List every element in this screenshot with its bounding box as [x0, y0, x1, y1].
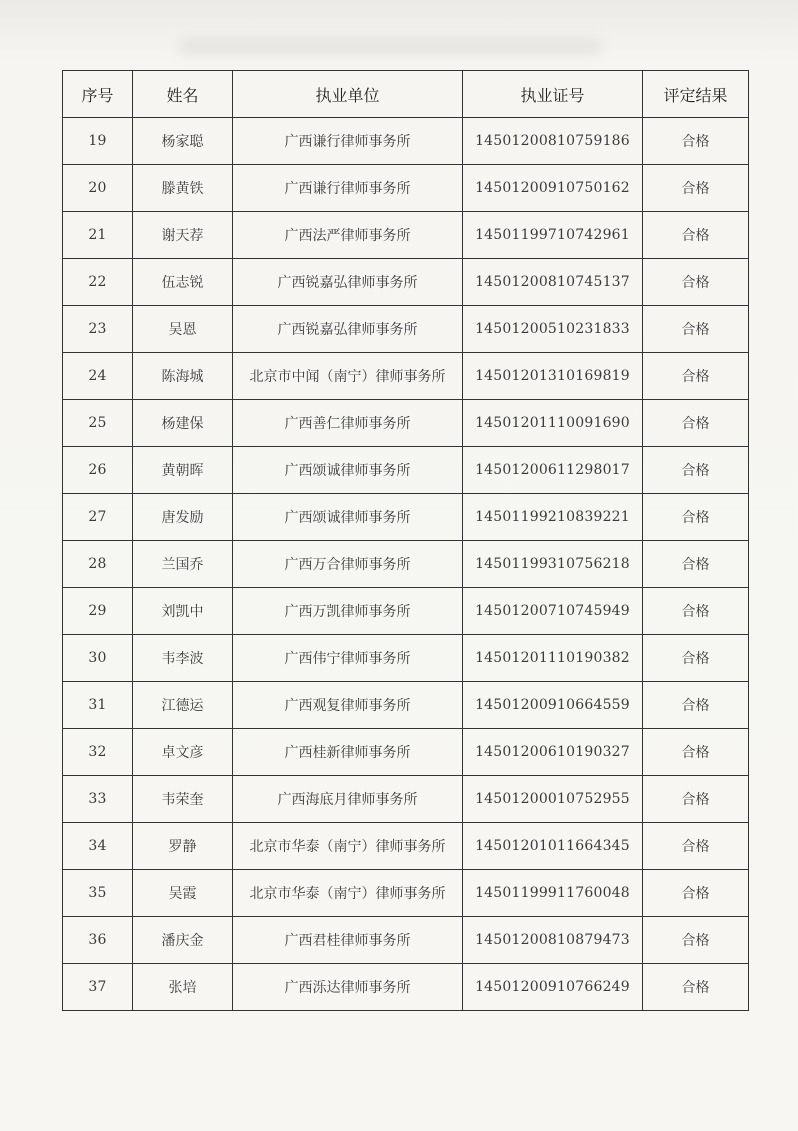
- cell-firm: 广西桂新律师事务所: [233, 729, 463, 776]
- header-name: 姓名: [133, 71, 233, 118]
- cell-no: 29: [63, 588, 133, 635]
- cell-firm: 广西谦行律师事务所: [233, 118, 463, 165]
- cell-name: 杨建保: [133, 400, 233, 447]
- cell-no: 20: [63, 165, 133, 212]
- cell-name: 兰国乔: [133, 541, 233, 588]
- cell-name: 江德运: [133, 682, 233, 729]
- cell-firm: 广西海底月律师事务所: [233, 776, 463, 823]
- cell-name: 唐发励: [133, 494, 233, 541]
- lawyer-assessment-table: [62, 70, 749, 1011]
- cell-firm: 广西善仁律师事务所: [233, 400, 463, 447]
- cell-result: 合格: [643, 870, 749, 917]
- table-row: [63, 400, 749, 447]
- cell-license: 14501200910750162: [463, 165, 643, 212]
- table-row: [63, 212, 749, 259]
- cell-license: 14501201110091690: [463, 400, 643, 447]
- cell-name: 卓文彦: [133, 729, 233, 776]
- cell-license: 14501199310756218: [463, 541, 643, 588]
- cell-license: 14501199911760048: [463, 870, 643, 917]
- cell-name: 滕黄铁: [133, 165, 233, 212]
- cell-result: 合格: [643, 165, 749, 212]
- cell-result: 合格: [643, 353, 749, 400]
- table-row: [63, 353, 749, 400]
- header-no: 序号: [63, 71, 133, 118]
- cell-firm: 广西观复律师事务所: [233, 682, 463, 729]
- header-license: 执业证号: [463, 71, 643, 118]
- cell-no: 21: [63, 212, 133, 259]
- table-row: [63, 917, 749, 964]
- cell-license: 14501200810879473: [463, 917, 643, 964]
- cell-no: 28: [63, 541, 133, 588]
- cell-firm: 广西泺达律师事务所: [233, 964, 463, 1011]
- cell-no: 33: [63, 776, 133, 823]
- cell-result: 合格: [643, 964, 749, 1011]
- cell-firm: 广西颂诚律师事务所: [233, 494, 463, 541]
- cell-license: 14501200611298017: [463, 447, 643, 494]
- cell-name: 吴恩: [133, 306, 233, 353]
- cell-result: 合格: [643, 729, 749, 776]
- cell-firm: 北京市中闻（南宁）律师事务所: [233, 353, 463, 400]
- cell-result: 合格: [643, 306, 749, 353]
- cell-name: 罗静: [133, 823, 233, 870]
- cell-result: 合格: [643, 400, 749, 447]
- cell-license: 14501201110190382: [463, 635, 643, 682]
- cell-name: 陈海城: [133, 353, 233, 400]
- table-row: [63, 588, 749, 635]
- cell-firm: 北京市华泰（南宁）律师事务所: [233, 823, 463, 870]
- cell-license: 14501199710742961: [463, 212, 643, 259]
- cell-license: 14501200910664559: [463, 682, 643, 729]
- cell-result: 合格: [643, 541, 749, 588]
- cell-name: 谢天荐: [133, 212, 233, 259]
- cell-no: 25: [63, 400, 133, 447]
- table-row: [63, 870, 749, 917]
- table-row: [63, 635, 749, 682]
- scan-shadow: [180, 40, 600, 54]
- cell-name: 伍志锐: [133, 259, 233, 306]
- table-row: [63, 729, 749, 776]
- cell-no: 27: [63, 494, 133, 541]
- cell-firm: 广西君桂律师事务所: [233, 917, 463, 964]
- cell-license: 14501200810745137: [463, 259, 643, 306]
- cell-firm: 广西法严律师事务所: [233, 212, 463, 259]
- cell-license: 14501200810759186: [463, 118, 643, 165]
- cell-name: 韦李波: [133, 635, 233, 682]
- table-header-row: [63, 71, 749, 118]
- cell-no: 31: [63, 682, 133, 729]
- table-row: [63, 964, 749, 1011]
- table-row: [63, 259, 749, 306]
- table-row: [63, 541, 749, 588]
- table-row: [63, 682, 749, 729]
- cell-license: 14501200010752955: [463, 776, 643, 823]
- table-body: [63, 118, 749, 1011]
- cell-name: 刘凯中: [133, 588, 233, 635]
- cell-firm: 广西谦行律师事务所: [233, 165, 463, 212]
- cell-name: 韦荣奎: [133, 776, 233, 823]
- table-row: [63, 165, 749, 212]
- cell-result: 合格: [643, 917, 749, 964]
- cell-result: 合格: [643, 447, 749, 494]
- cell-no: 19: [63, 118, 133, 165]
- table-row: [63, 823, 749, 870]
- cell-license: 14501201310169819: [463, 353, 643, 400]
- cell-license: 14501200710745949: [463, 588, 643, 635]
- cell-license: 14501200910766249: [463, 964, 643, 1011]
- table-row: [63, 306, 749, 353]
- cell-no: 23: [63, 306, 133, 353]
- table-row: [63, 447, 749, 494]
- cell-result: 合格: [643, 588, 749, 635]
- cell-license: 14501201011664345: [463, 823, 643, 870]
- cell-no: 26: [63, 447, 133, 494]
- cell-no: 36: [63, 917, 133, 964]
- cell-result: 合格: [643, 259, 749, 306]
- cell-license: 14501200510231833: [463, 306, 643, 353]
- cell-no: 34: [63, 823, 133, 870]
- cell-firm: 广西万合律师事务所: [233, 541, 463, 588]
- cell-result: 合格: [643, 212, 749, 259]
- cell-result: 合格: [643, 823, 749, 870]
- header-result: 评定结果: [643, 71, 749, 118]
- cell-firm: 广西伟宁律师事务所: [233, 635, 463, 682]
- cell-no: 24: [63, 353, 133, 400]
- cell-license: 14501199210839221: [463, 494, 643, 541]
- cell-firm: 广西锐嘉弘律师事务所: [233, 259, 463, 306]
- cell-name: 张培: [133, 964, 233, 1011]
- table-row: [63, 494, 749, 541]
- cell-name: 杨家聪: [133, 118, 233, 165]
- cell-result: 合格: [643, 494, 749, 541]
- header-firm: 执业单位: [233, 71, 463, 118]
- table-row: [63, 118, 749, 165]
- cell-no: 30: [63, 635, 133, 682]
- cell-no: 32: [63, 729, 133, 776]
- cell-name: 潘庆金: [133, 917, 233, 964]
- table-row: [63, 776, 749, 823]
- cell-no: 37: [63, 964, 133, 1011]
- cell-name: 吴霞: [133, 870, 233, 917]
- cell-result: 合格: [643, 118, 749, 165]
- cell-no: 22: [63, 259, 133, 306]
- cell-license: 14501200610190327: [463, 729, 643, 776]
- cell-no: 35: [63, 870, 133, 917]
- cell-firm: 广西锐嘉弘律师事务所: [233, 306, 463, 353]
- cell-firm: 广西万凯律师事务所: [233, 588, 463, 635]
- cell-firm: 北京市华泰（南宁）律师事务所: [233, 870, 463, 917]
- cell-result: 合格: [643, 776, 749, 823]
- cell-result: 合格: [643, 635, 749, 682]
- cell-name: 黄朝晖: [133, 447, 233, 494]
- cell-firm: 广西颂诚律师事务所: [233, 447, 463, 494]
- cell-result: 合格: [643, 682, 749, 729]
